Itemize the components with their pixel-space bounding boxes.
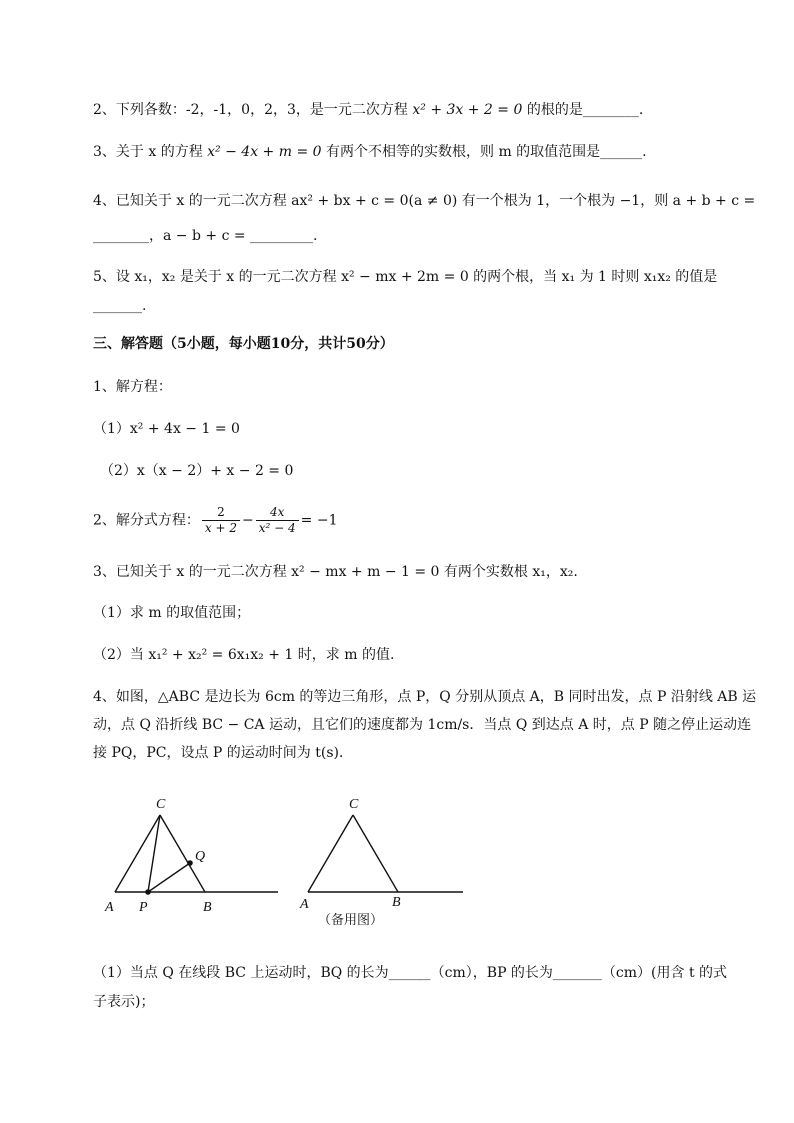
solve-q3-line1: 3、已知关于 x 的一元二次方程 x² − mx + m − 1 = 0 有两个实数根 x₁，x₂. (93, 564, 578, 580)
fig2-label-a: A (300, 897, 309, 912)
solve-q4-sub1-line1: （1）当点 Q 在线段 BC 上运动时，BQ 的长为______（cm），BP 的长为_______（cm）(用含 t 的式 (93, 965, 728, 981)
fraction-1-numerator: 2 (202, 505, 240, 521)
fill-q3-equation: x² − 4x + m = 0 (207, 144, 322, 160)
solve-q4-line2: 动，点 Q 沿折线 BC − CA 运动，且它们的速度都为 1cm/s．当点 Q 到达点 A 时，点 P 随之停止运动连 (93, 717, 752, 733)
solve-q3-part1: （1）求 m 的取值范围； (93, 605, 251, 621)
fig2-label-b: B (392, 895, 401, 910)
fill-q3-pre: 3、关于 x 的方程 (93, 144, 208, 160)
fill-q2-equation: x² + 3x + 2 = 0 (412, 102, 523, 118)
fig1-label-q: Q (195, 849, 206, 864)
fill-q2-pre: 2、下列各数：-2，-1，0，2，3，是一元二次方程 (93, 102, 413, 118)
section-heading: 三、解答题（5小题，每小题10分，共计50分） (93, 336, 394, 352)
fill-question-4-line2: ________，a − b + c = _________. (93, 228, 318, 244)
fill-question-4-line1: 4、已知关于 x 的一元二次方程 ax² + bx + c = 0(a ≠ 0) 有一个根为 1，一个根为 −1，则 a + b + c = (93, 193, 756, 209)
fig2-side-bc (353, 815, 398, 892)
solve-q2-rhs: = −1 (300, 512, 338, 529)
fraction-2-denominator: x² − 4 (258, 521, 296, 535)
fig1-point-q (187, 860, 193, 866)
fig2-label-c: C (349, 797, 359, 812)
fig2-caption: （备用图） (318, 913, 384, 928)
solve-q1-part2: （2）x（x − 2）+ x − 2 = 0 (100, 463, 294, 479)
solve-q4-line1: 4、如图，△ABC 是边长为 6cm 的等边三角形，点 P，Q 分别从顶点 A，B 同时出发，点 P 沿射线 AB 运 (93, 689, 757, 705)
fig1-label-c: C (156, 797, 166, 812)
solve-q2-pre: 2、解分式方程： (93, 512, 200, 529)
fraction-minus: − (242, 512, 254, 529)
fig1-label-a: A (105, 900, 114, 915)
fig1-segment-pq (148, 863, 190, 892)
fig2-side-ac (308, 815, 353, 892)
fill-q3-post: 有两个不相等的实数根，则 m 的取值范围是______. (321, 144, 647, 160)
figure-2 (308, 815, 463, 892)
fig1-label-p: P (139, 900, 148, 915)
solve-q3-part2: （2）当 x₁² + x₂² = 6x₁x₂ + 1 时，求 m 的值. (93, 647, 395, 663)
fraction-2-numerator: 4x (256, 505, 299, 521)
fill-question-5-line1: 5、设 x₁，x₂ 是关于 x 的一元二次方程 x² − mx + 2m = 0 的两个根，当 x₁ 为 1 时则 x₁x₂ 的值是 (93, 269, 718, 285)
fraction-1-denominator: x + 2 (204, 521, 238, 535)
fill-question-5-line2: _______. (93, 298, 147, 314)
fig1-label-b: B (203, 900, 212, 915)
solve-q1-title: 1、解方程： (93, 379, 172, 395)
solve-q4-sub1-line2: 子表示)； (93, 994, 155, 1010)
solve-q1-part1: （1）x² + 4x − 1 = 0 (93, 421, 240, 437)
fig1-point-p (145, 889, 151, 895)
solve-q4-line3: 接 PQ，PC，设点 P 的运动时间为 t(s)． (93, 745, 353, 761)
fig1-side-ac (115, 815, 160, 892)
fill-q2-post: 的根的是________. (522, 102, 644, 118)
